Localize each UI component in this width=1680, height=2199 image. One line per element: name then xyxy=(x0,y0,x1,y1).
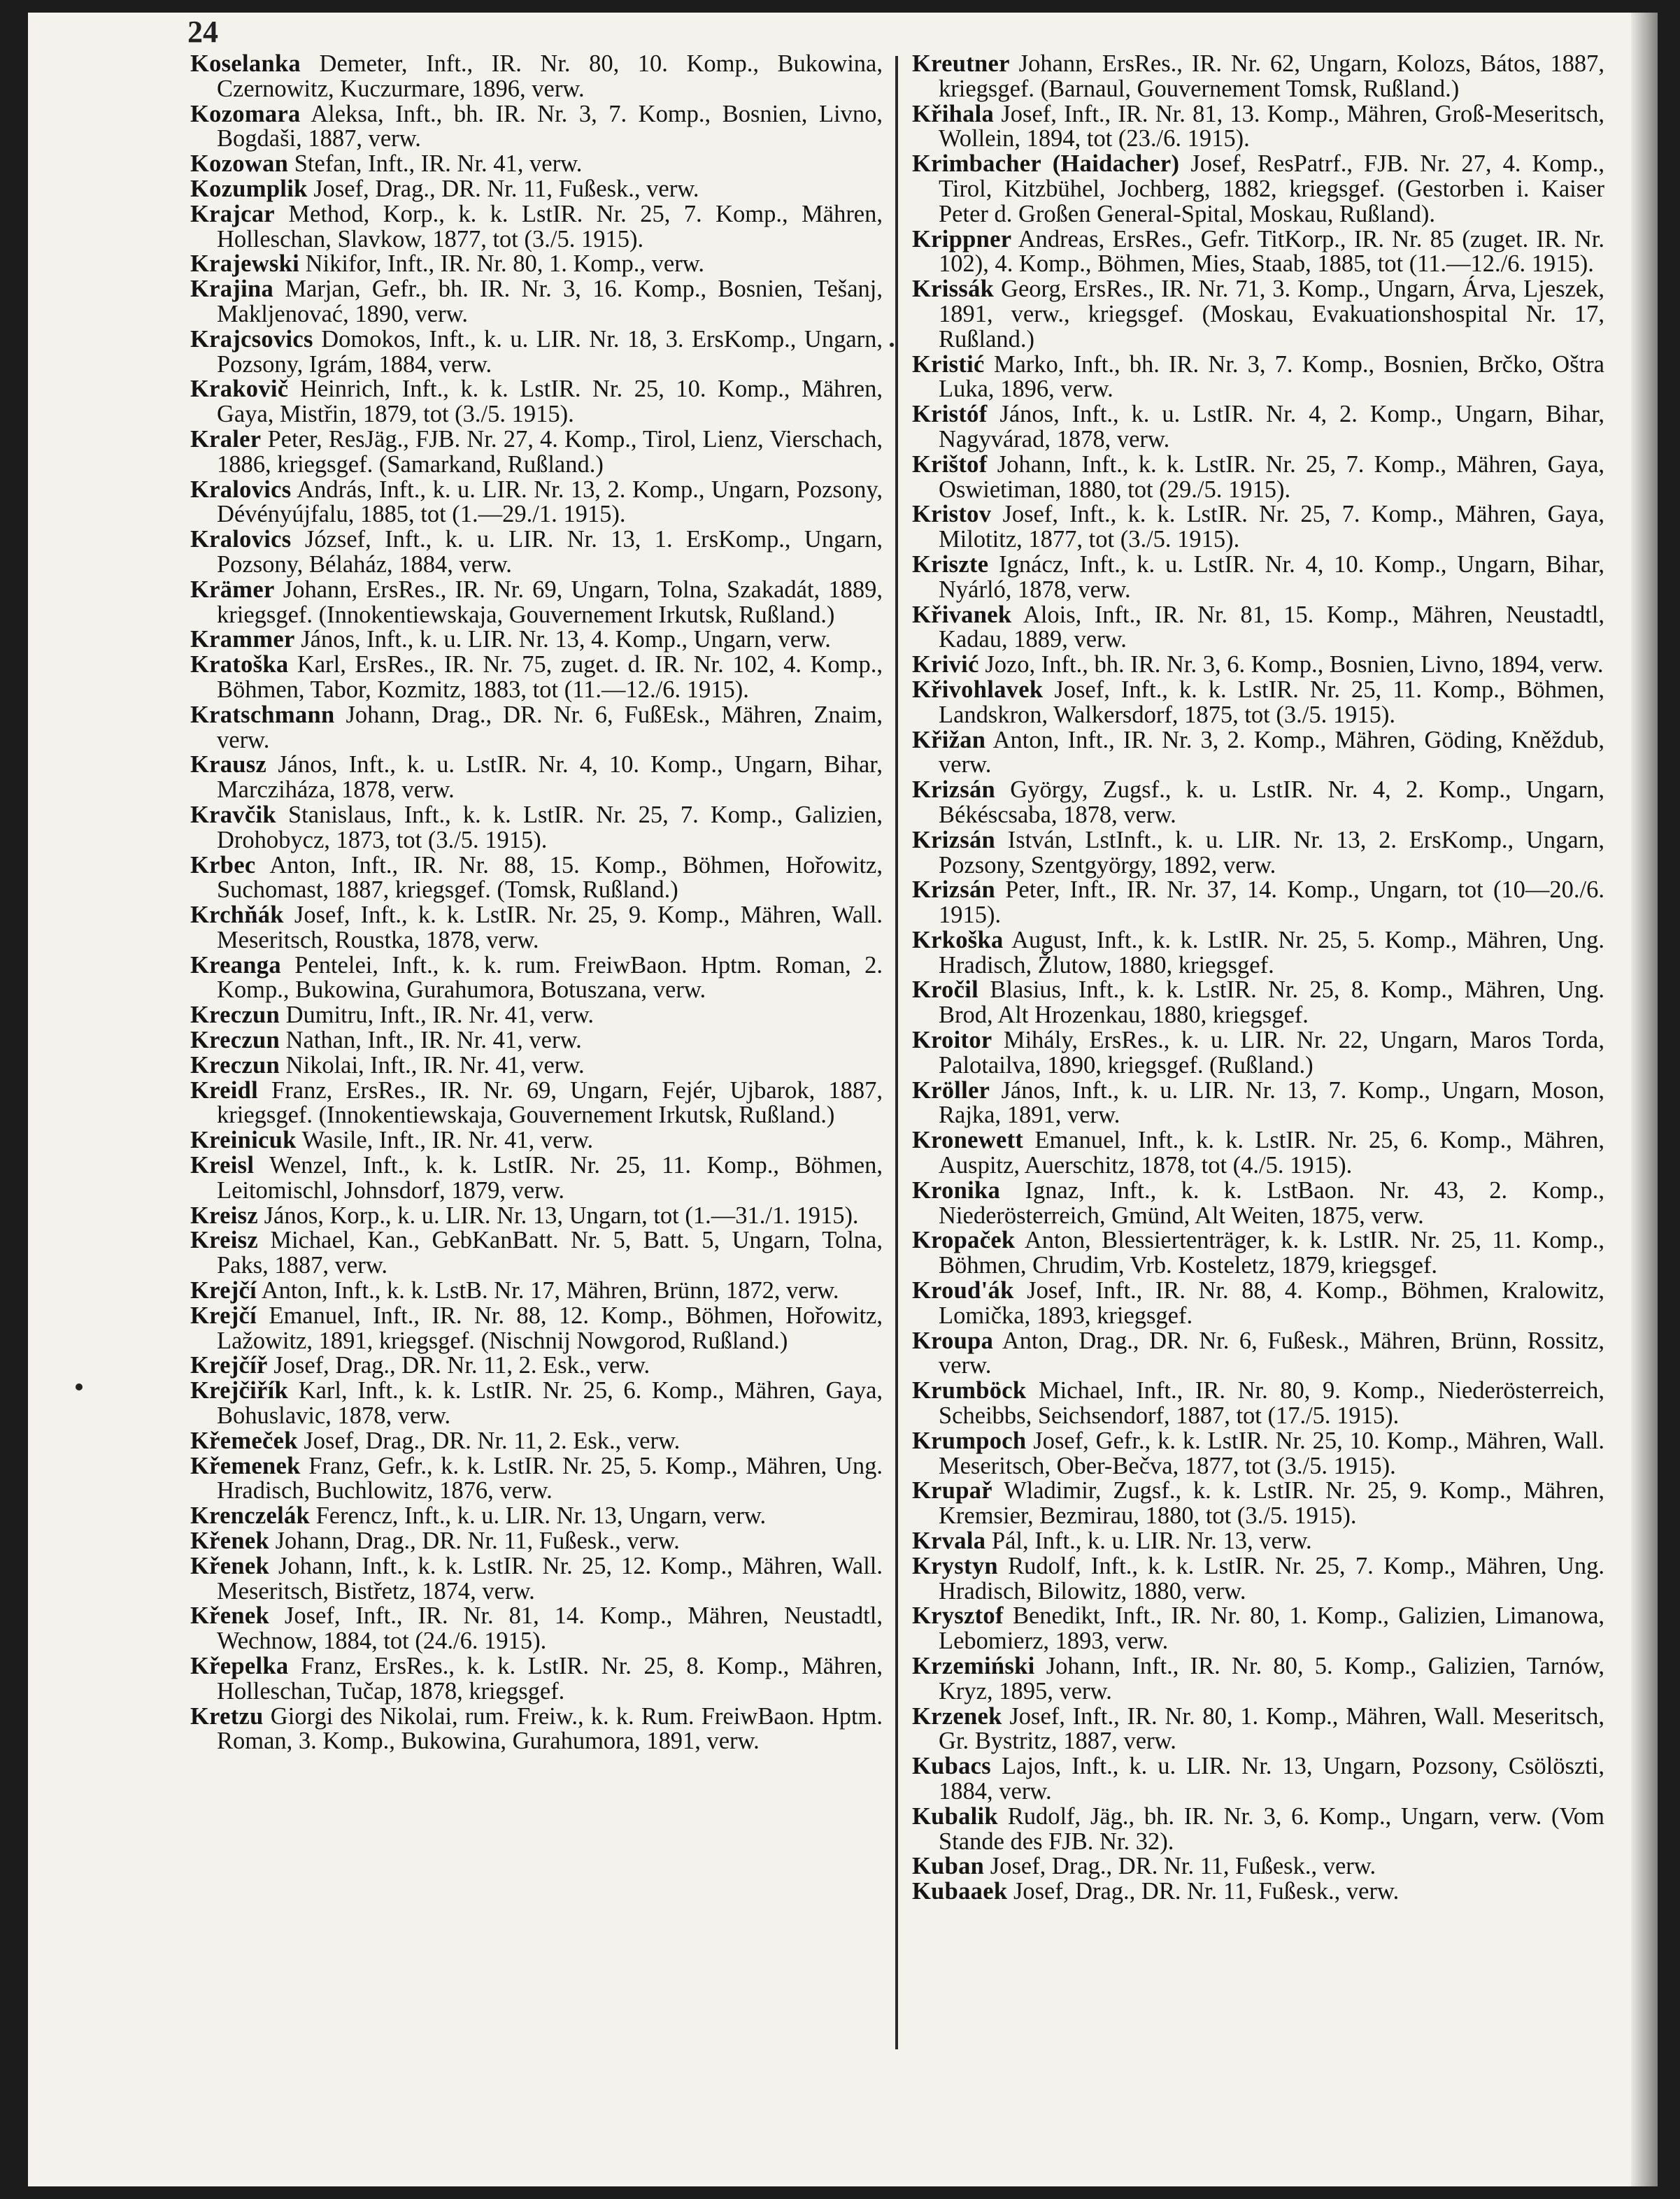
entry-surname: Kristov xyxy=(912,501,992,528)
register-entry xyxy=(912,227,1604,278)
entry-details: Stanislaus, Inft., k. k. LstIR. Nr. 25, 7. Komp., Galizien, Drohobycz, 1873, tot (3./5. 1915). xyxy=(217,801,883,853)
entry-details: Johann, Inft., IR. Nr. 80, 5. Komp., Galizien, Tarnów, Kryz, 1895, verw. xyxy=(939,1653,1604,1705)
register-entry xyxy=(190,152,883,177)
left-column xyxy=(190,52,883,2052)
entry-surname: Kubalik xyxy=(912,1802,998,1830)
register-entry xyxy=(912,1802,1604,1855)
entry-details: Emanuel, Inft., IR. Nr. 88, 12. Komp., Böhmen, Hořowitz, Lažowitz, 1891, kriegsgef. (Nischnij Nowgorod, Rußland.) xyxy=(217,1302,883,1354)
entry-surname: Kronika xyxy=(912,1176,1001,1204)
register-entry xyxy=(912,728,1604,778)
entry-details: Jozo, Inft., bh. IR. Nr. 3, 6. Komp., Bosnien, Livno, 1894, verw. xyxy=(985,651,1604,678)
entry-surname: Kralovics xyxy=(190,526,292,553)
entry-surname: Křihala xyxy=(912,100,995,127)
entry-surname: Krajcar xyxy=(190,200,275,227)
register-entry xyxy=(912,52,1604,102)
entry-details: Nikolai, Inft., IR. Nr. 41, verw. xyxy=(285,1051,585,1079)
register-entry xyxy=(912,1554,1604,1604)
entry-details: Domokos, Inft., k. u. LIR. Nr. 18, 3. ErsKomp., Ungarn, Pozsony, Igrám, 1884, verw. xyxy=(217,325,883,378)
entry-details: Mihály, ErsRes., k. u. LIR. Nr. 22, Ungarn, Maros Torda, Palotailva, 1890, kriegsgef. (Rußland.) xyxy=(939,1027,1604,1079)
entry-details: Rudolf, Jäg., bh. IR. Nr. 3, 6. Komp., Ungarn, verw. (Vom Stande des FJB. Nr. 32). xyxy=(939,1802,1604,1855)
entry-details: János, Inft., k. u. LstIR. Nr. 4, 10. Komp., Ungarn, Bihar, Marcziháza, 1878, verw. xyxy=(217,751,883,804)
register-entry xyxy=(912,1176,1604,1229)
entry-details: Michael, Kan., GebKanBatt. Nr. 5, Batt. 5, Ungarn, Tolna, Paks, 1887, verw. xyxy=(217,1227,883,1279)
entry-details: Josef, Drag., DR. Nr. 11, Fußesk., verw. xyxy=(313,175,699,202)
register-entry xyxy=(912,1379,1604,1429)
entry-details: János, Inft., k. u. LstIR. Nr. 4, 2. Komp., Ungarn, Bihar, Nagyvárad, 1878, verw. xyxy=(939,401,1604,453)
entry-details: György, Zugsf., k. u. LstIR. Nr. 4, 2. Komp., Ungarn, Békéscsaba, 1878, verw. xyxy=(939,776,1604,828)
entry-surname: Krippner xyxy=(912,225,1012,252)
entry-surname: Krissák xyxy=(912,276,995,303)
entry-surname: Krbec xyxy=(190,851,256,878)
entry-surname: Křenek xyxy=(190,1552,269,1579)
entry-surname: Kreanga xyxy=(190,951,281,978)
register-entry xyxy=(912,978,1604,1028)
entry-details: Josef, Inft., k. k. LstIR. Nr. 25, 9. Komp., Mähren, Wall. Meseritsch, Roustka, 1878, verw. xyxy=(217,902,883,953)
entry-details: Anton, Inft., IR. Nr. 3, 2. Komp., Mähren, Göding, Kněždub, verw. xyxy=(939,726,1604,778)
entry-surname: Kriszte xyxy=(912,550,989,578)
register-entry xyxy=(190,1076,883,1129)
register-entry xyxy=(190,1654,883,1705)
entry-surname: Kreczun xyxy=(190,1051,280,1079)
register-entry xyxy=(912,1654,1604,1705)
entry-details: Karl, Inft., k. k. LstIR. Nr. 25, 6. Komp., Mähren, Gaya, Bohuslavic, 1878, verw. xyxy=(217,1377,883,1430)
register-entry xyxy=(912,1076,1604,1129)
entry-details: Ignaz, Inft., k. k. LstBaon. Nr. 43, 2. Komp., Niederösterreich, Gmünd, Alt Weiten, 1875, verw. xyxy=(939,1176,1604,1229)
entry-surname: Kronewett xyxy=(912,1127,1024,1154)
register-entry xyxy=(190,703,883,753)
entry-details: Franz, ErsRes., IR. Nr. 69, Ungarn, Fejér, Ujbarok, 1887, kriegsgef. (Innokentiewskaja, Gouvernement Irkutsk, Rußland.) xyxy=(217,1076,883,1129)
register-entry xyxy=(190,1304,883,1354)
page-number: 24 xyxy=(187,15,218,49)
entry-surname: Kroud'ák xyxy=(912,1277,1014,1304)
register-entry xyxy=(190,1003,883,1028)
register-entry xyxy=(912,350,1604,403)
entry-details: Marko, Inft., bh. IR. Nr. 3, 7. Komp., Bosnien, Brčko, Oštra Luka, 1896, verw. xyxy=(939,350,1604,403)
entry-surname: Kročil xyxy=(912,976,979,1004)
entry-details: Anton, Inft., k. k. LstB. Nr. 17, Mähren, Brünn, 1872, verw. xyxy=(261,1277,839,1304)
entry-surname: Kralovics xyxy=(190,476,292,503)
entry-surname: Kreisz xyxy=(190,1227,258,1254)
entry-surname: Křivohlavek xyxy=(912,676,1044,703)
entry-details: Josef, Drag., DR. Nr. 11, Fußesk., verw. xyxy=(1013,1878,1400,1905)
entry-details: Stefan, Inft., IR. Nr. 41, verw. xyxy=(294,150,583,178)
right-column xyxy=(912,52,1604,2052)
entry-surname: Kristóf xyxy=(912,401,988,428)
entry-surname: Kreisl xyxy=(190,1152,255,1179)
entry-surname: Koselanka xyxy=(190,52,301,77)
entry-surname: Krizsán xyxy=(912,776,996,804)
entry-surname: Krenczelák xyxy=(190,1502,310,1530)
entry-surname: Kozumplik xyxy=(190,175,308,202)
entry-surname: Kraler xyxy=(190,425,262,453)
entry-details: Ignácz, Inft., k. u. LstIR. Nr. 4, 10. Komp., Ungarn, Bihar, Nyárló, 1878, verw. xyxy=(939,550,1604,603)
register-entry xyxy=(912,1228,1604,1279)
register-entry xyxy=(190,903,883,953)
register-entry xyxy=(190,653,883,703)
entry-surname: Kristić xyxy=(912,350,985,378)
entry-details: Dumitru, Inft., IR. Nr. 41, verw. xyxy=(285,1002,595,1029)
entry-details: Benedikt, Inft., IR. Nr. 80, 1. Komp., Galizien, Limanowa, Lebomierz, 1893, verw. xyxy=(939,1602,1604,1655)
entry-surname: Kroupa xyxy=(912,1327,994,1354)
entry-surname: Křepelka xyxy=(190,1653,289,1679)
register-entry xyxy=(912,152,1604,227)
register-entry xyxy=(190,753,883,803)
entry-details: Wasile, Inft., IR. Nr. 41, verw. xyxy=(301,1127,594,1154)
entry-surname: Krizsán xyxy=(912,826,996,853)
entry-surname: Krištof xyxy=(912,450,988,478)
register-entry xyxy=(912,928,1604,978)
entry-details: Josef, Inft., k. k. LstIR. Nr. 25, 7. Komp., Mähren, Gaya, Milotitz, 1877, tot (3./5. 1915). xyxy=(939,501,1604,553)
page-edge-shadow xyxy=(1631,13,1658,2186)
register-entry xyxy=(190,202,883,252)
register-entry xyxy=(190,527,883,578)
entry-details: Lajos, Inft., k. u. LIR. Nr. 13, Ungarn, Pozsony, Csölöszti, 1884, verw. xyxy=(939,1753,1604,1805)
entry-details: Johann, Inft., k. k. LstIR. Nr. 25, 12. Komp., Mähren, Wall. Meseritsch, Bistřetz, 1874, verw. xyxy=(217,1552,883,1604)
scanned-page xyxy=(28,13,1658,2186)
register-entry xyxy=(912,653,1604,678)
register-entry xyxy=(912,778,1604,828)
register-entry xyxy=(190,1128,883,1153)
entry-details: Peter, Inft., IR. Nr. 37, 14. Komp., Ungarn, tot (10—20./6. 1915). xyxy=(939,876,1604,929)
entry-surname: Krausz xyxy=(190,751,267,778)
register-entry xyxy=(190,427,883,478)
register-entry xyxy=(912,1329,1604,1379)
entry-surname: Kreidl xyxy=(190,1076,258,1104)
scan-speck xyxy=(76,1383,83,1390)
register-entry xyxy=(190,853,883,904)
entry-surname: Krajewski xyxy=(190,250,300,278)
entry-surname: Krajina xyxy=(190,276,274,303)
entry-details: Franz, ErsRes., k. k. LstIR. Nr. 25, 8. Komp., Mähren, Holleschan, Tučap, 1878, kriegsgef. xyxy=(217,1653,883,1705)
register-entry xyxy=(190,1379,883,1429)
entry-details: Johann, Inft., k. k. LstIR. Nr. 25, 7. Komp., Mähren, Gaya, Oswietiman, 1880, tot (29./5. 1915). xyxy=(939,450,1604,503)
register-entry xyxy=(912,1754,1604,1805)
register-entry xyxy=(912,1128,1604,1179)
register-entry xyxy=(912,1702,1604,1755)
register-entry xyxy=(190,252,883,277)
register-entry xyxy=(190,1279,883,1304)
entry-details: Karl, ErsRes., IR. Nr. 75, zuget. d. IR. Nr. 102, 4. Komp., Böhmen, Tabor, Kozmitz, 1883, tot (11.—12./6. 1915). xyxy=(217,651,883,703)
entry-surname: Křivanek xyxy=(912,601,1012,628)
entry-details: Anton, Drag., DR. Nr. 6, Fußesk., Mähren, Brünn, Rossitz, verw. xyxy=(939,1327,1604,1379)
entry-details: Heinrich, Inft., k. k. LstIR. Nr. 25, 10. Komp., Mähren, Gaya, Mistřin, 1879, tot (3./5. 1915). xyxy=(217,376,883,428)
entry-details: Method, Korp., k. k. LstIR. Nr. 25, 7. Komp., Mähren, Holleschan, Slavkow, 1877, tot (3./5. 1915). xyxy=(217,200,883,252)
entry-details: Wenzel, Inft., k. k. LstIR. Nr. 25, 11. Komp., Böhmen, Leitomischl, Johnsdorf, 1879, verw. xyxy=(217,1152,883,1204)
register-entry xyxy=(912,450,1604,503)
entry-surname: Kropaček xyxy=(912,1227,1016,1254)
entry-details: Blasius, Inft., k. k. LstIR. Nr. 25, 8. Komp., Mähren, Ung. Brod, Alt Hrozenkau, 1880, kriegsgef. xyxy=(939,976,1604,1029)
register-entry xyxy=(190,1228,883,1279)
entry-surname: Kreisz xyxy=(190,1202,258,1229)
entry-details: Anton, Blessiertenträger, k. k. LstIR. Nr. 25, 11. Komp., Böhmen, Chrudim, Vrb. Kosteletz, 1879, kriegsgef. xyxy=(939,1227,1604,1279)
register-entry xyxy=(190,1604,883,1654)
register-entry xyxy=(190,1153,883,1204)
entry-details: Johann, ErsRes., IR. Nr. 69, Ungarn, Tolna, Szakadát, 1889, kriegsgef. (Innokentiewskaja, Gouvernement Irkutsk, Rußland.) xyxy=(217,576,883,628)
entry-surname: Krejčí xyxy=(190,1277,257,1304)
register-entry xyxy=(912,102,1604,152)
entry-details: József, Inft., k. u. LIR. Nr. 13, 1. ErsKomp., Ungarn, Pozsony, Bélaház, 1884, verw. xyxy=(217,526,883,578)
entry-surname: Krammer xyxy=(190,626,295,653)
register-entry xyxy=(190,478,883,528)
entry-surname: Kubacs xyxy=(912,1753,991,1780)
entry-details: András, Inft., k. u. LIR. Nr. 13, 2. Komp., Ungarn, Pozsony, Dévényújfalu, 1885, tot (1.—29./1. 1915). xyxy=(217,476,883,528)
register-entry xyxy=(912,1479,1604,1529)
register-entry xyxy=(190,1204,883,1229)
entry-surname: Kreczun xyxy=(190,1002,280,1029)
entry-details: Pál, Inft., k. u. LIR. Nr. 13, verw. xyxy=(991,1528,1312,1555)
entry-details: Wladimir, Zugsf., k. k. LstIR. Nr. 25, 9. Komp., Mähren, Kremsier, Bezmirau, 1880, tot (3./5. 1915). xyxy=(939,1477,1604,1530)
register-entry xyxy=(912,1854,1604,1879)
entry-surname: Krizsán xyxy=(912,876,996,904)
entry-details: Josef, ResPatrf., FJB. Nr. 27, 4. Komp., Tirol, Kitzbühel, Jochberg, 1882, kriegsgef. (Gestorben i. Kaiser Peter d. Großen General-Spital, Moskau, Rußland). xyxy=(939,150,1604,227)
entry-surname: Kreutner xyxy=(912,52,1010,77)
entry-details: Franz, Gefr., k. k. LstIR. Nr. 25, 5. Komp., Mähren, Ung. Hradisch, Buchlowitz, 1876, verw. xyxy=(217,1452,883,1504)
register-entry xyxy=(912,1879,1604,1905)
register-entry xyxy=(190,177,883,202)
entry-surname: Krakovič xyxy=(190,376,289,403)
register-entry xyxy=(190,1554,883,1604)
entry-surname: Křenek xyxy=(190,1602,269,1630)
register-entry xyxy=(190,102,883,152)
entry-details: Josef, Inft., IR. Nr. 81, 14. Komp., Mähren, Neustadtl, Wechnow, 1884, tot (24./6. 1915). xyxy=(217,1602,883,1655)
entry-details: János, Inft., k. u. LIR. Nr. 13, 4. Komp., Ungarn, verw. xyxy=(301,626,831,653)
entry-surname: Kröller xyxy=(912,1076,990,1104)
register-entry xyxy=(912,502,1604,553)
register-entry xyxy=(190,377,883,427)
entry-details: János, Korp., k. u. LIR. Nr. 13, Ungarn, tot (1.—31./1. 1915). xyxy=(264,1202,859,1229)
register-entry xyxy=(912,678,1604,728)
entry-surname: Křižan xyxy=(912,726,986,753)
register-entry xyxy=(912,402,1604,453)
column-divider xyxy=(895,56,898,2049)
register-entry xyxy=(190,1702,883,1755)
entry-details: Rudolf, Inft., k. k. LstIR. Nr. 25, 7. Komp., Mähren, Ung. Hradisch, Bilowitz, 1880, verw. xyxy=(939,1552,1604,1604)
register-entry xyxy=(190,1028,883,1053)
scan-speck xyxy=(890,343,894,347)
entry-surname: Kretzu xyxy=(190,1702,264,1730)
entry-surname: Krimbacher (Haidacher) xyxy=(912,150,1180,178)
entry-details: Anton, Inft., IR. Nr. 88, 15. Komp., Böhmen, Hořowitz, Suchomast, 1887, kriegsgef. (Tomsk, Rußland.) xyxy=(217,851,883,904)
register-entry xyxy=(912,1604,1604,1654)
register-entry xyxy=(190,953,883,1004)
entry-surname: Kuban xyxy=(912,1853,985,1880)
entry-details: Pentelei, Inft., k. k. rum. FreiwBaon. Hptm. Roman, 2. Komp., Bukowina, Gurahumora, Botuszana, verw. xyxy=(217,951,883,1004)
entry-surname: Krivić xyxy=(912,651,979,678)
entry-surname: Krysztof xyxy=(912,1602,1004,1630)
entry-details: Emanuel, Inft., k. k. LstIR. Nr. 25, 6. Komp., Mähren, Auspitz, Auerschitz, 1878, tot (4./5. 1915). xyxy=(939,1127,1604,1179)
entry-details: August, Inft., k. k. LstIR. Nr. 25, 5. Komp., Mähren, Ung. Hradisch, Žlutow, 1880, kriegsgef. xyxy=(939,926,1604,978)
entry-details: Johann, Drag., DR. Nr. 6, FußEsk., Mähren, Znaim, verw. xyxy=(217,701,883,753)
entry-surname: Krumböck xyxy=(912,1377,1027,1404)
entry-details: Peter, ResJäg., FJB. Nr. 27, 4. Komp., Tirol, Lienz, Vierschach, 1886, kriegsgef. (Samarkand, Rußland.) xyxy=(217,425,883,478)
entry-details: Josef, Drag., DR. Nr. 11, 2. Esk., verw. xyxy=(304,1427,681,1454)
register-entry xyxy=(190,1529,883,1554)
entry-details: Josef, Inft., IR. Nr. 88, 4. Komp., Böhmen, Kralowitz, Lomička, 1893, kriegsgef. xyxy=(939,1277,1604,1329)
entry-surname: Kozomara xyxy=(190,100,301,127)
entry-details: Giorgi des Nikolai, rum. Freiw., k. k. Rum. FreiwBaon. Hptm. Roman, 3. Komp., Bukowina, Gurahumora, 1891, verw. xyxy=(217,1702,883,1755)
entry-surname: Kratoška xyxy=(190,651,289,678)
register-entry xyxy=(912,550,1604,603)
entry-details: Andreas, ErsRes., Gefr. TitKorp., IR. Nr. 85 (zuget. IR. Nr. 102), 4. Komp., Böhmen, Mies, Staab, 1885, tot (11.—12./6. 1915). xyxy=(939,225,1604,278)
entry-details: Johann, Drag., DR. Nr. 11, Fußesk., verw. xyxy=(275,1528,680,1555)
entry-surname: Křenek xyxy=(190,1528,269,1555)
register-entry xyxy=(912,828,1604,878)
entry-surname: Krvala xyxy=(912,1528,986,1555)
entry-surname: Krzemiński xyxy=(912,1653,1035,1679)
entry-details: Josef, Drag., DR. Nr. 11, 2. Esk., verw. xyxy=(273,1352,650,1379)
entry-surname: Krejčiřík xyxy=(190,1377,289,1404)
entry-details: Georg, ErsRes., IR. Nr. 71, 3. Komp., Ungarn, Árva, Ljeszek, 1891, verw., kriegsgef. (Moskau, Evakuationshospital Nr. 17, Rußland.) xyxy=(939,276,1604,353)
entry-surname: Krupař xyxy=(912,1477,992,1504)
entry-surname: Krumpoch xyxy=(912,1427,1027,1454)
entry-surname: Křemeček xyxy=(190,1427,298,1454)
register-entry xyxy=(190,277,883,327)
entry-details: Michael, Inft., IR. Nr. 80, 9. Komp., Niederösterreich, Scheibbs, Seichsendorf, 1887, tot (17./5. 1915). xyxy=(939,1377,1604,1430)
entry-details: Josef, Inft., IR. Nr. 80, 1. Komp., Mähren, Wall. Meseritsch, Gr. Bystritz, 1887, verw. xyxy=(939,1702,1604,1755)
entry-surname: Krkoška xyxy=(912,926,1004,953)
register-entry xyxy=(912,1279,1604,1329)
entry-details: Josef, Drag., DR. Nr. 11, Fußesk., verw. xyxy=(990,1853,1376,1880)
entry-details: Aleksa, Inft., bh. IR. Nr. 3, 7. Komp., Bosnien, Livno, Bogdaši, 1887, verw. xyxy=(217,100,883,152)
entry-surname: Kreczun xyxy=(190,1027,280,1054)
entry-surname: Kubaaek xyxy=(912,1878,1008,1905)
entry-details: Nikifor, Inft., IR. Nr. 80, 1. Komp., verw. xyxy=(305,250,704,278)
entry-details: Alois, Inft., IR. Nr. 81, 15. Komp., Mähren, Neustadtl, Kadau, 1889, verw. xyxy=(939,601,1604,653)
entry-details: János, Inft., k. u. LIR. Nr. 13, 7. Komp., Ungarn, Moson, Rajka, 1891, verw. xyxy=(939,1076,1604,1129)
entry-surname: Krchňák xyxy=(190,902,284,929)
entry-details: Marjan, Gefr., bh. IR. Nr. 3, 16. Komp., Bosnien, Tešanj, Makljenovać, 1890, verw. xyxy=(217,276,883,327)
entry-surname: Kroitor xyxy=(912,1027,992,1054)
register-entry xyxy=(912,277,1604,352)
entry-details: Ferencz, Inft., k. u. LIR. Nr. 13, Ungarn, verw. xyxy=(315,1502,767,1530)
entry-surname: Kratschmann xyxy=(190,701,335,728)
register-entry xyxy=(912,1028,1604,1079)
register-entry xyxy=(190,627,883,653)
register-entry xyxy=(190,1429,883,1454)
entry-details: Nathan, Inft., IR. Nr. 41, verw. xyxy=(285,1027,582,1054)
entry-surname: Krejčíř xyxy=(190,1352,268,1379)
register-entry xyxy=(912,1429,1604,1479)
register-entry xyxy=(190,803,883,853)
register-entry xyxy=(190,578,883,628)
entry-details: István, LstInft., k. u. LIR. Nr. 13, 2. ErsKomp., Ungarn, Pozsony, Szentgyörgy, 1892, verw. xyxy=(939,826,1604,878)
entry-surname: Kozowan xyxy=(190,150,289,178)
entry-surname: Krejčí xyxy=(190,1302,257,1329)
entry-details: Josef, Inft., k. k. LstIR. Nr. 25, 11. Komp., Böhmen, Landskron, Walkersdorf, 1875, tot (3./5. 1915). xyxy=(939,676,1604,728)
entry-details: Josef, Inft., IR. Nr. 81, 13. Komp., Mähren, Groß-Meseritsch, Wollein, 1894, tot (23./6. 1915). xyxy=(939,100,1604,152)
entry-surname: Krajcsovics xyxy=(190,325,313,353)
register-entry xyxy=(912,878,1604,928)
entry-details: Johann, ErsRes., IR. Nr. 62, Ungarn, Kolozs, Bátos, 1887, kriegsgef. (Barnaul, Gouvernement Tomsk, Rußland.) xyxy=(939,52,1604,102)
entry-details: Josef, Gefr., k. k. LstIR. Nr. 25, 10. Komp., Mähren, Wall. Meseritsch, Ober-Bečva, 1877, tot (3./5. 1915). xyxy=(939,1427,1604,1479)
register-entry xyxy=(190,1053,883,1079)
entry-surname: Kreinicuk xyxy=(190,1127,297,1154)
register-entry xyxy=(190,327,883,378)
register-entry xyxy=(190,1454,883,1504)
register-entry xyxy=(190,1504,883,1529)
entry-surname: Křemenek xyxy=(190,1452,301,1479)
entry-surname: Krzenek xyxy=(912,1702,1002,1730)
entry-details: Demeter, Inft., IR. Nr. 80, 10. Komp., Bukowina, Czernowitz, Kuczurmare, 1896, verw. xyxy=(217,52,883,102)
entry-surname: Krystyn xyxy=(912,1552,998,1579)
register-entry xyxy=(912,603,1604,653)
register-entry xyxy=(190,1353,883,1379)
entry-surname: Krämer xyxy=(190,576,275,603)
register-entry xyxy=(912,1529,1604,1554)
register-entry xyxy=(190,52,883,102)
entry-surname: Kravčik xyxy=(190,801,276,828)
